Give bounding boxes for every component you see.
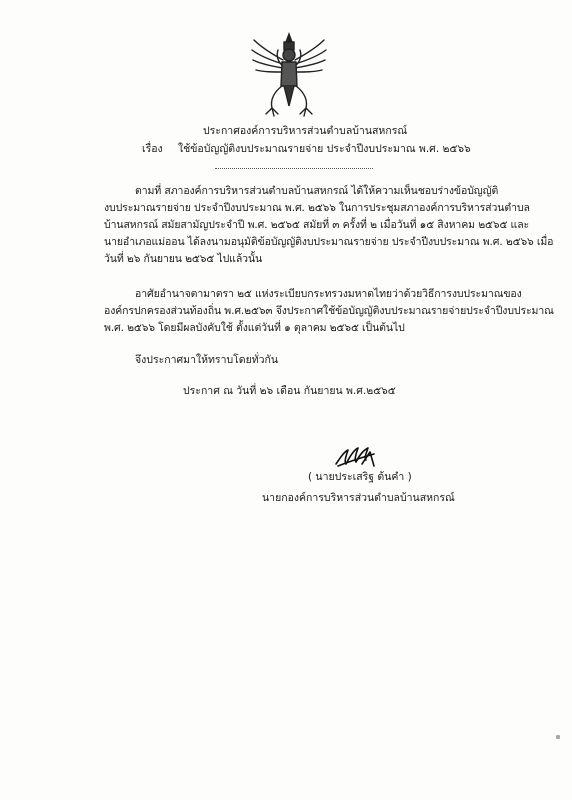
- header-divider: [215, 168, 373, 169]
- para2-line-3: พ.ศ. ๒๕๖๖ โดยมีผลบังคับใช้ ตั้งแต่วันที่ ๑ ตุลาคม ๒๕๖๕ เป็นต้นไป: [104, 322, 405, 334]
- para1-line-4: นายอำเภอแม่ออน ได้ลงนามอนุมัติข้อบัญญัติงบประมาณรายจ่าย ประจำปีงบประมาณ พ.ศ. ๒๕๖๖ เมื่อ: [104, 236, 554, 248]
- para1-line-3: บ้านสหกรณ์ สมัยสามัญประจำปี พ.ศ. ๒๕๖๕ สมัยที่ ๓ ครั้งที่ ๒ เมื่อวันที่ ๑๕ สิงหาคม ๒๕๖๕ และ: [104, 219, 530, 231]
- para2-line-2: องค์กรปกครองส่วนท้องถิ่น พ.ศ.๒๕๖๓ จึงประกาศใช้ข้อบัญญัติงบประมาณรายจ่ายประจำปีงบประมาณ: [104, 305, 554, 317]
- subject-text: ใช้ข้อบัญญัติงบประมาณรายจ่าย ประจำปีงบประมาณ พ.ศ. ๒๕๖๖: [178, 143, 471, 155]
- announcement-date: ประกาศ ณ วันที่ ๒๖ เดือน กันยายน พ.ศ.๒๕๖๕: [183, 385, 396, 397]
- handwritten-signature: [334, 444, 378, 470]
- announcement-title: ประกาศองค์การบริหารส่วนตำบลบ้านสหกรณ์: [203, 125, 408, 137]
- para1-line-5: วันที่ ๒๖ กันยายน ๒๕๖๕ ไปแล้วนั้น: [104, 253, 263, 265]
- signer-position: นายกองค์การบริหารส่วนตำบลบ้านสหกรณ์: [262, 492, 455, 504]
- scan-speck: [556, 735, 560, 739]
- para1-line-1: ตามที่ สภาองค์การบริหารส่วนตำบลบ้านสหกรณ์ ได้ให้ความเห็นชอบร่างข้อบัญญัติ: [135, 185, 499, 197]
- para2-line-1: อาศัยอำนาจตามาตรา ๒๕ แห่งระเบียบกระทรวงมหาดไทยว่าด้วยวิธีการงบประมาณของ: [135, 288, 522, 300]
- subject-label: เรื่อง: [142, 143, 163, 155]
- garuda-emblem-icon: [250, 30, 328, 118]
- closing-statement: จึงประกาศมาให้ทราบโดยทั่วกัน: [135, 354, 279, 366]
- para1-line-2: งบประมาณรายจ่าย ประจำปีงบประมาณ พ.ศ. ๒๕๖๖ ในการประชุมสภาองค์การบริหารส่วนตำบล: [104, 202, 530, 214]
- signer-name: ( นายประเสริฐ ต้นคำ ): [308, 471, 412, 483]
